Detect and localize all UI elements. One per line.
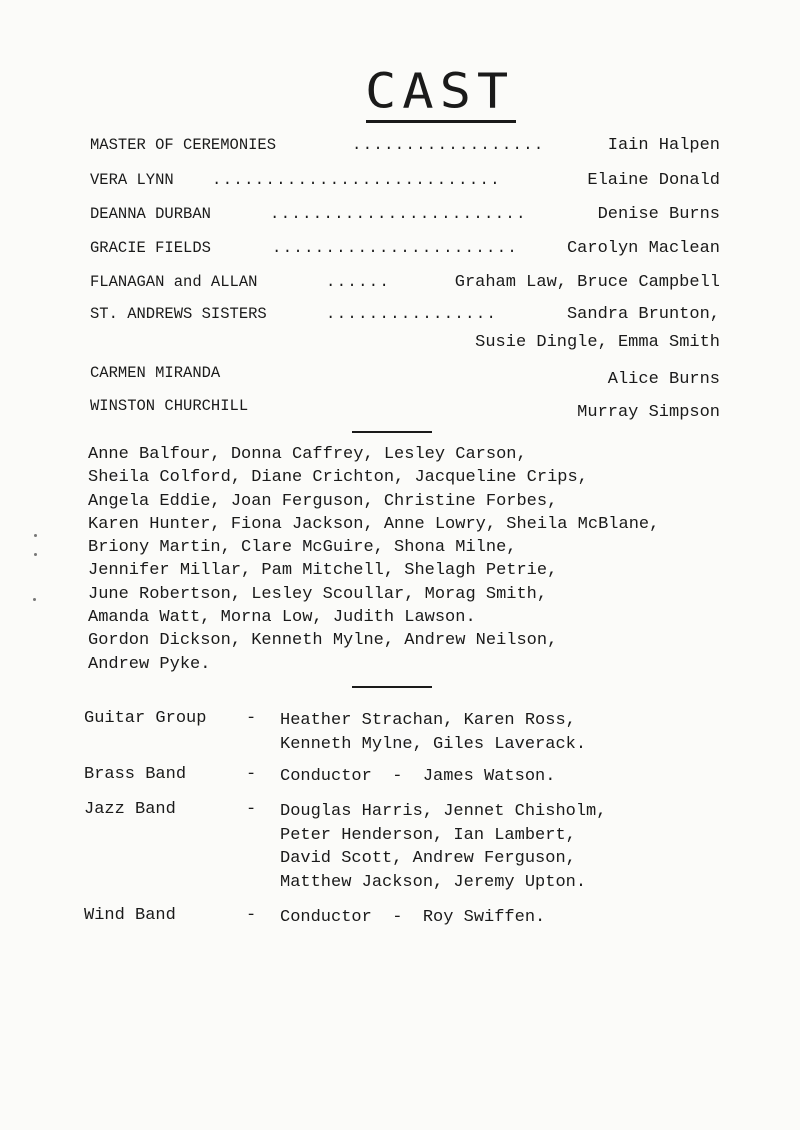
cast-row (90, 171, 720, 197)
band-name: Wind Band (84, 906, 176, 925)
role-name: DEANNA DURBAN (90, 205, 211, 223)
cast-row (90, 305, 720, 361)
role-name: WINSTON CHURCHILL (90, 397, 249, 415)
cast-heading: CAST (365, 64, 515, 120)
actor-name: Carolyn Maclean (566, 239, 720, 258)
band-dash: - (246, 800, 257, 819)
role-name: ST. ANDREWS SISTERS (90, 305, 267, 323)
leader-dots: .................. (352, 136, 545, 154)
scan-speck (34, 534, 37, 537)
section-divider (352, 686, 432, 688)
role-name: FLANAGAN and ALLAN (90, 273, 258, 291)
role-name: GRACIE FIELDS (90, 239, 211, 257)
scan-speck (34, 553, 37, 556)
band-dash: - (246, 906, 257, 925)
cast-row (90, 239, 720, 265)
role-name: CARMEN MIRANDA (90, 364, 221, 382)
chorus-list (88, 443, 788, 676)
band-name: Brass Band (84, 765, 187, 784)
actor-name: Iain Halpen (607, 136, 720, 155)
band-members: Heather Strachan, Karen Ross, Kenneth Mylne, Giles Laverack. (280, 711, 587, 754)
actor-name: Murray Simpson (577, 403, 720, 422)
chorus-line: Andrew Pyke. (88, 654, 211, 674)
chorus-line: Sheila Colford, Diane Crichton, Jacqueline Crips, (88, 468, 588, 488)
leader-dots: ....................... (272, 239, 519, 257)
cast-row (90, 205, 720, 231)
actor-name: Graham Law, Bruce Campbell (454, 273, 720, 292)
actor-name: Alice Burns (607, 370, 720, 389)
actor-name-continued: Susie Dingle, Emma Smith (475, 333, 720, 352)
chorus-line: Jennifer Millar, Pam Mitchell, Shelagh Petrie, (88, 561, 558, 581)
chorus-line: Angela Eddie, Joan Ferguson, Christine Forbes, (88, 491, 558, 511)
cast-row (90, 136, 720, 162)
chorus-line: Amanda Watt, Morna Low, Judith Lawson. (88, 608, 476, 628)
chorus-line: Gordon Dickson, Kenneth Mylne, Andrew Neilson, (88, 631, 558, 651)
leader-dots: ........................ (270, 205, 527, 223)
band-dash: - (246, 765, 257, 784)
band-dash: - (246, 709, 257, 728)
actor-name: Denise Burns (597, 205, 720, 224)
chorus-line: Anne Balfour, Donna Caffrey, Lesley Carson, (88, 445, 527, 464)
section-divider (352, 431, 432, 433)
actor-name: Sandra Brunton, (566, 305, 720, 324)
chorus-line: Karen Hunter, Fiona Jackson, Anne Lowry, Sheila McBlane, (88, 514, 660, 534)
role-name: VERA LYNN (90, 171, 174, 189)
cast-row (90, 397, 720, 423)
chorus-line: June Robertson, Lesley Scoullar, Morag Smith, (88, 584, 548, 604)
actor-name: Elaine Donald (587, 171, 720, 190)
band-members: Conductor - Roy Swiffen. (280, 908, 546, 927)
cast-row (90, 273, 720, 299)
cast-row (90, 364, 720, 390)
scan-speck (33, 598, 36, 601)
band-name: Guitar Group (84, 709, 207, 728)
chorus-line: Briony Martin, Clare McGuire, Shona Milne, (88, 538, 517, 558)
band-name: Jazz Band (84, 800, 176, 819)
leader-dots: ........................... (212, 171, 501, 189)
band-members: Conductor - James Watson. (280, 767, 556, 786)
band-members: Douglas Harris, Jennet Chisholm, Peter Henderson, Ian Lambert, David Scott, Andrew Ferguson, Matthew Jackson, Jeremy Upton. (280, 802, 607, 892)
leader-dots: ...... (326, 273, 391, 291)
leader-dots: ................ (326, 305, 498, 323)
role-name: MASTER OF CEREMONIES (90, 136, 277, 154)
heading-underline (366, 120, 516, 123)
